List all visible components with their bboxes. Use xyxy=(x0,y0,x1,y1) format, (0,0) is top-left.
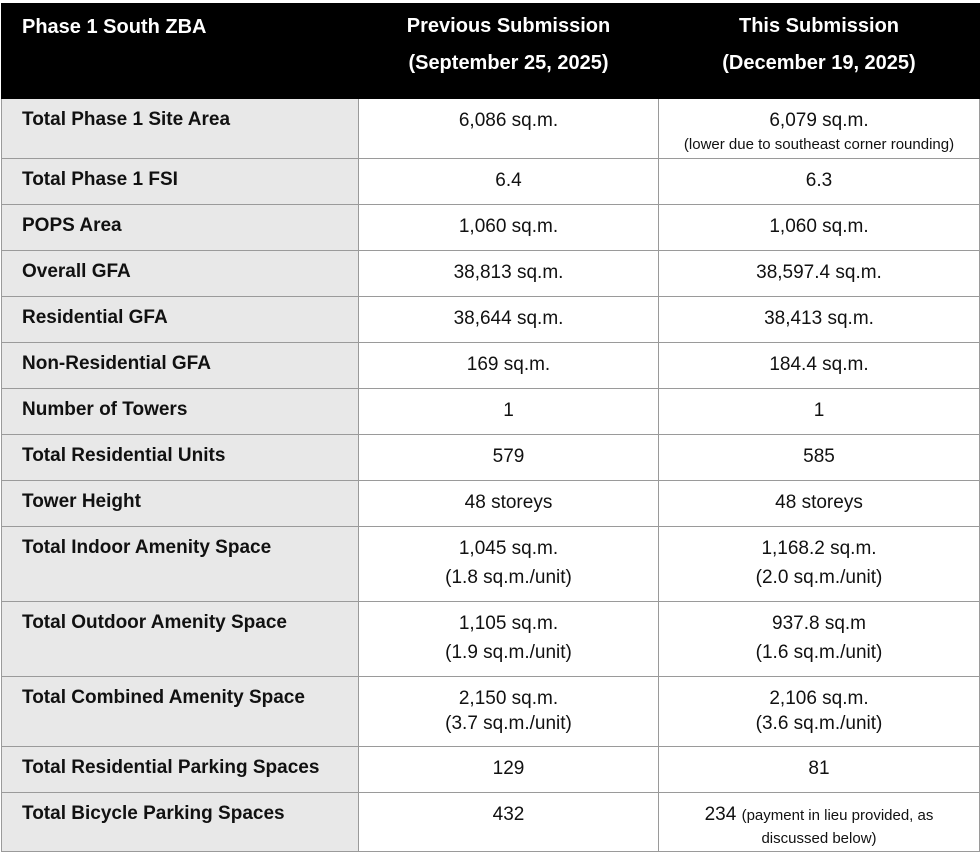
current-value-note: (payment in lieu provided, as xyxy=(741,807,934,824)
header-previous-title: Previous Submission xyxy=(406,15,611,37)
previous-value: 6.4 xyxy=(359,159,659,205)
previous-value xyxy=(359,677,659,747)
previous-value: 169 sq.m. xyxy=(359,343,659,389)
previous-value-per-unit: (3.7 sq.m./unit) xyxy=(445,713,572,734)
header-previous-submission xyxy=(359,4,659,99)
table-row xyxy=(2,343,980,389)
current-value xyxy=(659,527,980,602)
table-row xyxy=(2,481,980,527)
header-this-date: (December 19, 2025) xyxy=(722,52,916,74)
row-label: Total Bicycle Parking Spaces xyxy=(2,793,359,852)
table-row xyxy=(2,527,980,602)
current-value: 1 xyxy=(659,389,980,435)
table-row xyxy=(2,159,980,205)
previous-value: 579 xyxy=(359,435,659,481)
previous-value: 1,060 sq.m. xyxy=(359,205,659,251)
current-value-note-cont: discussed below) xyxy=(761,830,877,847)
table-row xyxy=(2,251,980,297)
previous-value: 38,813 sq.m. xyxy=(359,251,659,297)
current-value-main: 937.8 sq.m xyxy=(772,613,866,634)
previous-value: 1 xyxy=(359,389,659,435)
current-value: 1,060 sq.m. xyxy=(659,205,980,251)
table-row xyxy=(2,99,980,159)
row-label: Tower Height xyxy=(2,481,359,527)
previous-value-main: 1,105 sq.m. xyxy=(458,613,559,634)
comparison-table xyxy=(1,3,980,852)
table-row xyxy=(2,389,980,435)
row-label: Total Combined Amenity Space xyxy=(2,677,359,747)
current-value-line1 xyxy=(659,803,979,828)
previous-value xyxy=(359,527,659,602)
current-value xyxy=(659,602,980,677)
current-value-per-unit: (3.6 sq.m./unit) xyxy=(755,713,883,734)
previous-value xyxy=(359,602,659,677)
previous-value-main: 1,045 sq.m. xyxy=(458,538,559,559)
current-value-main: 234 xyxy=(704,804,737,825)
row-label: Non-Residential GFA xyxy=(2,343,359,389)
header-phase: Phase 1 South ZBA xyxy=(2,4,359,99)
current-value-main: 1,168.2 sq.m. xyxy=(761,538,877,559)
row-label: Total Indoor Amenity Space xyxy=(2,527,359,602)
header-this-submission xyxy=(659,4,980,99)
table-row xyxy=(2,602,980,677)
current-value: 38,413 sq.m. xyxy=(659,297,980,343)
header-row xyxy=(2,4,980,99)
previous-value: 38,644 sq.m. xyxy=(359,297,659,343)
table-row xyxy=(2,435,980,481)
previous-value: 129 xyxy=(359,747,659,793)
current-value: 81 xyxy=(659,747,980,793)
row-label: Residential GFA xyxy=(2,297,359,343)
current-value: 585 xyxy=(659,435,980,481)
table-row xyxy=(2,297,980,343)
current-value: 48 storeys xyxy=(659,481,980,527)
table-row xyxy=(2,747,980,793)
previous-value-per-unit: (1.8 sq.m./unit) xyxy=(445,567,572,588)
current-value xyxy=(659,99,980,159)
current-value: 6.3 xyxy=(659,159,980,205)
row-label: Number of Towers xyxy=(2,389,359,435)
previous-value: 432 xyxy=(359,793,659,852)
current-value-per-unit: (1.6 sq.m./unit) xyxy=(755,642,883,663)
row-label: Total Residential Parking Spaces xyxy=(2,747,359,793)
header-previous-date: (September 25, 2025) xyxy=(408,52,609,74)
previous-value-per-unit: (1.9 sq.m./unit) xyxy=(445,642,572,663)
current-value-main: 6,079 sq.m. xyxy=(769,110,869,131)
row-label: Total Phase 1 Site Area xyxy=(2,99,359,159)
current-value: 38,597.4 sq.m. xyxy=(659,251,980,297)
previous-value-main: 2,150 sq.m. xyxy=(458,688,559,709)
previous-value: 6,086 sq.m. xyxy=(359,99,659,159)
row-label: Overall GFA xyxy=(2,251,359,297)
row-label: Total Outdoor Amenity Space xyxy=(2,602,359,677)
row-label: Total Phase 1 FSI xyxy=(2,159,359,205)
table-row xyxy=(2,205,980,251)
current-value xyxy=(659,677,980,747)
previous-value: 48 storeys xyxy=(359,481,659,527)
row-label: POPS Area xyxy=(2,205,359,251)
current-value: 184.4 sq.m. xyxy=(659,343,980,389)
table-row xyxy=(2,677,980,747)
current-value-main: 2,106 sq.m. xyxy=(769,688,869,709)
row-label: Total Residential Units xyxy=(2,435,359,481)
current-value-per-unit: (2.0 sq.m./unit) xyxy=(755,567,883,588)
header-this-title: This Submission xyxy=(738,15,900,37)
current-value-note: (lower due to southeast corner rounding) xyxy=(683,136,955,153)
